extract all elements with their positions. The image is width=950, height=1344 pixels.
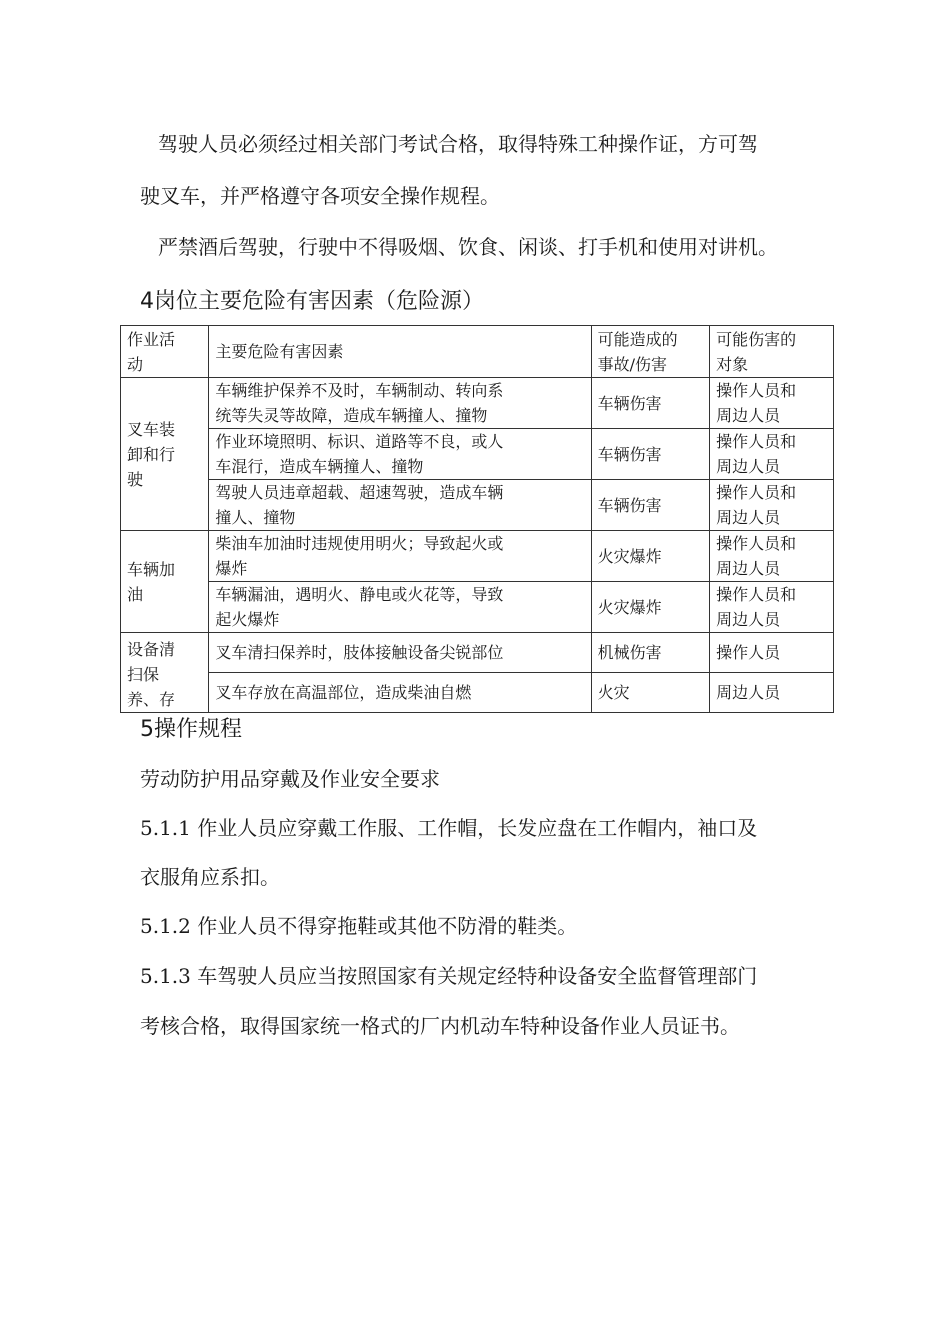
activity-cell: 叉车装 卸和行 驶	[121, 378, 209, 531]
target-cell: 操作人员和 周边人员	[710, 582, 834, 633]
factor-cell: 车辆漏油，遇明火、静电或火花等，导致 起火爆炸	[209, 582, 591, 633]
section-4-heading: 4岗位主要危险有害因素（危险源）	[140, 289, 484, 314]
activity-cell: 车辆加 油	[121, 531, 209, 633]
table-row	[121, 633, 834, 673]
intro-paragraph-1-line-1: 驾驶人员必须经过相关部门考试合格，取得特殊工种操作证，方可驾	[158, 132, 758, 156]
section-5-heading: 5操作规程	[140, 717, 242, 742]
table-row	[121, 429, 834, 480]
table-header-row	[121, 326, 834, 378]
table-row	[121, 378, 834, 429]
intro-paragraph-1-line-2: 驶叉车，并严格遵守各项安全操作规程。	[140, 184, 500, 208]
header-activity: 作业活 动	[121, 326, 209, 378]
factor-cell: 柴油车加油时违规使用明火；导致起火或 爆炸	[209, 531, 591, 582]
accident-cell: 火灾爆炸	[591, 531, 709, 582]
factor-cell: 作业环境照明、标识、道路等不良，或人 车混行，造成车辆撞人、撞物	[209, 429, 591, 480]
table-row	[121, 531, 834, 582]
item-5-1-1-line-1: 5.1.1 作业人员应穿戴工作服、工作帽，长发应盘在工作帽内，袖口及	[140, 816, 758, 840]
accident-cell: 机械伤害	[591, 633, 709, 673]
factor-cell: 叉车清扫保养时，肢体接触设备尖锐部位	[209, 633, 591, 673]
accident-cell: 车辆伤害	[591, 429, 709, 480]
target-cell: 操作人员和 周边人员	[710, 429, 834, 480]
factor-cell: 驾驶人员违章超载、超速驾驶，造成车辆 撞人、撞物	[209, 480, 591, 531]
accident-cell: 车辆伤害	[591, 378, 709, 429]
table-row	[121, 673, 834, 713]
hazard-table	[120, 325, 834, 713]
factor-cell: 叉车存放在高温部位，造成柴油自燃	[209, 673, 591, 713]
target-cell: 操作人员和 周边人员	[710, 480, 834, 531]
activity-cell: 设备清 扫保 养、存	[121, 633, 209, 713]
accident-cell: 火灾爆炸	[591, 582, 709, 633]
item-5-1-3-line-1: 5.1.3 车驾驶人员应当按照国家有关规定经特种设备安全监督管理部门	[140, 964, 758, 988]
target-cell: 周边人员	[710, 673, 834, 713]
intro-paragraph-2: 严禁酒后驾驶，行驶中不得吸烟、饮食、闲谈、打手机和使用对讲机。	[158, 235, 778, 259]
item-5-1-1-line-2: 衣服角应系扣。	[140, 865, 280, 889]
table-row	[121, 582, 834, 633]
target-cell: 操作人员和 周边人员	[710, 531, 834, 582]
section-5-subheading: 劳动防护用品穿戴及作业安全要求	[140, 767, 440, 791]
header-target: 可能伤害的 对象	[710, 326, 834, 378]
factor-cell: 车辆维护保养不及时，车辆制动、转向系 统等失灵等故障，造成车辆撞人、撞物	[209, 378, 591, 429]
item-5-1-2: 5.1.2 作业人员不得穿拖鞋或其他不防滑的鞋类。	[140, 914, 578, 938]
accident-cell: 火灾	[591, 673, 709, 713]
accident-cell: 车辆伤害	[591, 480, 709, 531]
header-accident: 可能造成的 事故/伤害	[591, 326, 709, 378]
table-row	[121, 480, 834, 531]
item-5-1-3-line-2: 考核合格，取得国家统一格式的厂内机动车特种设备作业人员证书。	[140, 1014, 740, 1038]
header-factor: 主要危险有害因素	[209, 326, 591, 378]
target-cell: 操作人员和 周边人员	[710, 378, 834, 429]
target-cell: 操作人员	[710, 633, 834, 673]
